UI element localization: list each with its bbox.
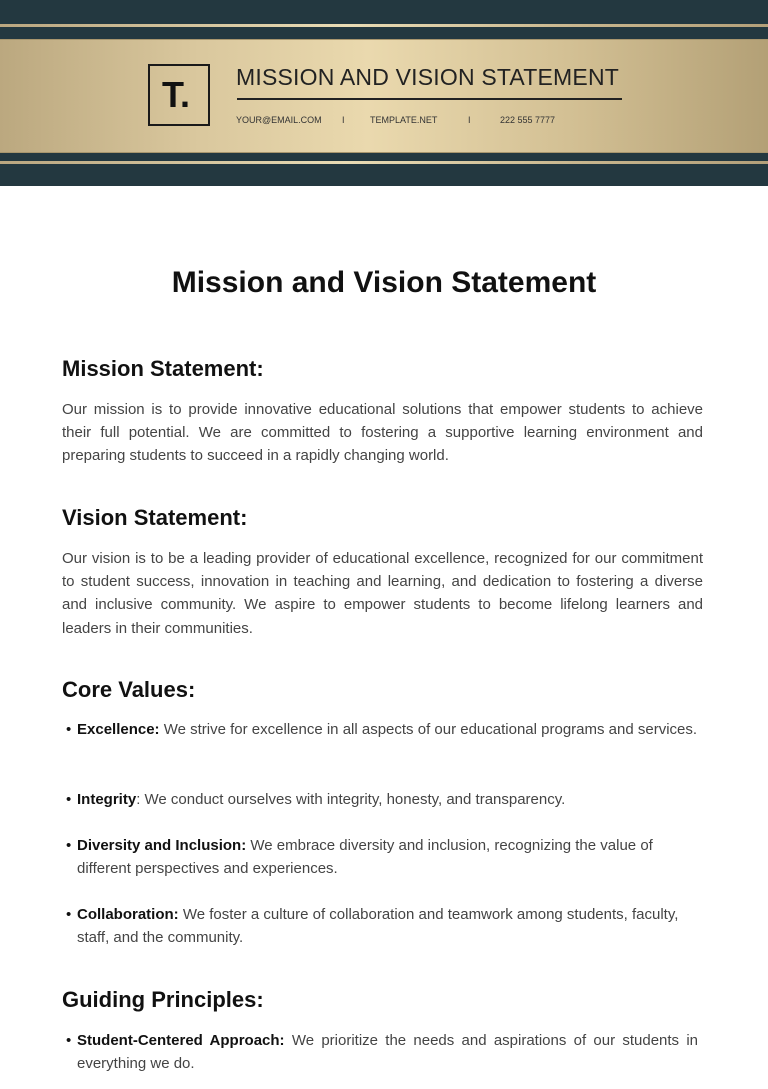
separator: I — [468, 115, 471, 125]
list-item: • Excellence: We strive for excellence in all aspects of our educational programs and services. — [66, 718, 698, 741]
logo: T. — [148, 64, 210, 126]
separator: I — [342, 115, 345, 125]
gold-line — [0, 24, 768, 27]
vision-heading: Vision Statement: — [62, 505, 248, 530]
list-item: • Diversity and Inclusion: We embrace diversity and inclusion, recognizing the value of different perspectives and experiences. — [66, 834, 698, 880]
header-website: TEMPLATE.NET — [370, 115, 438, 125]
header-title: MISSION AND VISION STATEMENT — [236, 64, 620, 90]
mission-heading: Mission Statement: — [62, 356, 264, 381]
header-banner — [0, 0, 768, 186]
list-item: • Integrity: We conduct ourselves with integrity, honesty, and transparency. — [66, 788, 698, 811]
core-values-heading: Core Values: — [62, 677, 196, 702]
list-item: • Collaboration: We foster a culture of collaboration and teamwork among students, faculty, staff, and the community. — [66, 903, 698, 949]
guiding-principles-heading: Guiding Principles: — [62, 987, 264, 1012]
gold-line — [0, 161, 768, 164]
vision-text: Our vision is to be a leading provider of educational excellence, recognized for our commitment to student success, innovation in teaching and learning, and dedication to fostering a diverse and inclusive community. We aspire to empower students to become lifelong learners and leaders in their communities. — [62, 550, 703, 637]
list-item: • Student-Centered Approach: We prioritize the needs and aspirations of our students in everything we do. — [66, 1029, 698, 1075]
mission-text: Our mission is to provide innovative educational solutions that empower students to achieve their full potential. We are committed to fostering a supportive learning environment and preparing students to succeed in a rapidly changing world. — [62, 401, 703, 465]
gold-band — [0, 39, 768, 153]
page-title: Mission and Vision Statement — [171, 266, 597, 299]
header-divider — [237, 98, 622, 100]
header-phone: 222 555 7777 — [500, 115, 556, 125]
header-email: YOUR@EMAIL.COM — [236, 115, 322, 125]
